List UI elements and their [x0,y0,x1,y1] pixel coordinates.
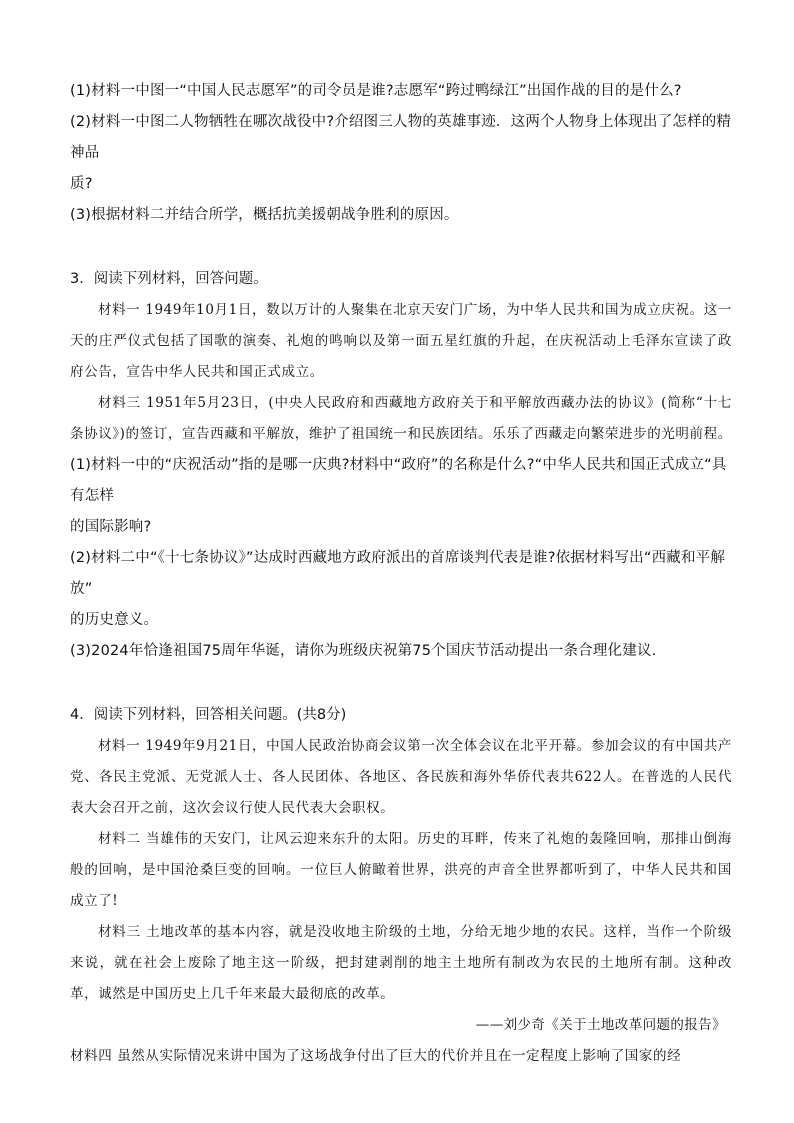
question-3-sub-3: (3)2024年恰逢祖国75周年华诞，请你为班级庆祝第75个国庆节活动提出一条合理化建议. [70,643,657,659]
previous-question-block [70,76,732,231]
question-3-sub-1-cont: 的国际影响? [70,519,152,535]
question-3-material-1: 材料一 1949年10月1日，数以万计的人聚集在北京天安门广场，为中华人民共和国为成立庆祝。这一天的庄严仪式包括了国歌的演奏、礼炮的鸣响以及第一面五星红旗的升起，在庆祝活动上毛泽东宣读了政府公告，宣告中华人民共和国正式成立。 [70,302,732,380]
sub-question-2: (2)材料一中图二人物牺牲在哪次战役中?介绍图三人物的英雄事迹．这两个人物身上体现出了怎样的精神品 [70,114,732,161]
sub-question-1: (1)材料一中图一“中国人民志愿军”的司令员是谁?志愿军“跨过鸭绿江”出国作战的目的是什么? [70,83,682,99]
question-3-sub-2: (2)材料二中“《十七条协议》”达成时西藏地方政府派出的首席谈判代表是谁?依据材料写出“西藏和平解放” [70,550,726,597]
question-4-block [70,700,732,1072]
question-4-heading: 4．阅读下列材料，回答相关问题。(共8分) [70,707,347,723]
question-3-block [70,264,732,667]
question-3-sub-2-cont: 的历史意义。 [70,612,159,628]
question-4-material-4: 材料四 虽然从实际情况来讲中国为了这场战争付出了巨大的代价并且在一定程度上影响了国家的经 [70,1048,682,1064]
sub-question-2-cont: 质? [70,176,93,192]
question-3-material-3: 材料三 1951年5月23日，(中央人民政府和西藏地方政府关于和平解放西藏办法的协议》(简称“十七条协议》)的签订，宣告西藏和平解放，维护了祖国统一和民族团结。乐乐了西藏走向繁荣进步的光明前程。 [70,395,732,442]
spacer [70,231,732,264]
question-4-material-1: 材料一 1949年9月21日，中国人民政治协商会议第一次全体会议在北平开幕。参加会议的有中国共产党、各民主党派、无党派人士、各人民团体、各地区、各民族和海外华侨代表共622人。在普选的人民代表大会召开之前，这次会议行使人民代表大会职权。 [70,738,732,816]
question-3-sub-1: (1)材料一中的“庆祝活动”指的是哪一庆典?材料中“政府”的名称是什么?“中华人民共和国正式成立“具有怎样 [70,457,727,504]
question-4-source-citation: ——刘少奇《关于土地改革问题的报告》 [475,1017,726,1033]
question-3-heading: 3．阅读下列材料，回答问题。 [70,271,268,287]
spacer [70,667,732,700]
question-4-material-2: 材料二 当雄伟的天安门，让风云迎来东升的太阳。历史的耳畔，传来了礼炮的轰隆回响，那排山倒海般的回响，是中国沧桑巨变的回响。一位巨人俯瞰着世界，洪亮的声音全世界都听到了，中华人民共和国成立了! [70,831,732,909]
sub-question-3: (3)根据材料二并结合所学，概括抗美援朝战争胜利的原因。 [70,207,459,223]
question-4-material-3: 材料三 土地改革的基本内容，就是没收地主阶级的土地，分给无地少地的农民。这样，当作一个阶级来说，就在社会上废除了地主这一阶级，把封建剥削的地主土地所有制改为农民的土地所有制。这种改革，诚然是中国历史上几千年来最大最彻底的改革。 [70,924,732,1002]
